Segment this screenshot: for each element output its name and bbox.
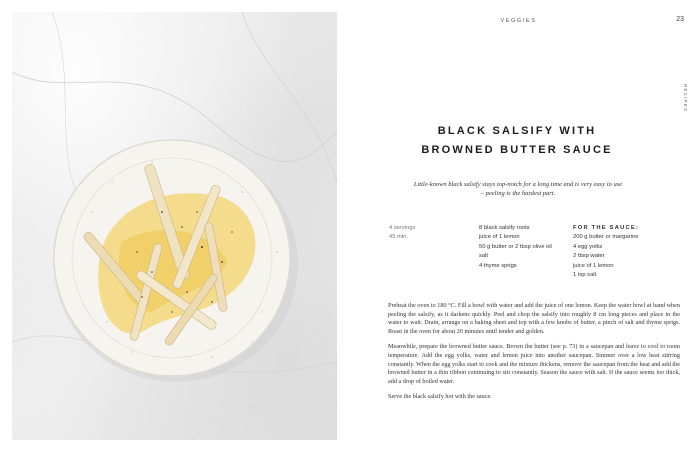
ingredient-item: 50 g butter or 2 tbsp olive oil (479, 243, 552, 250)
sauce-ingredient-item: juice of 1 lemon (573, 262, 614, 269)
sauce-ingredient-item: 2 tbsp water (573, 253, 605, 260)
salsify-dish-illustration (12, 12, 337, 440)
ingredient-item: 4 thyme sprigs (479, 262, 517, 269)
ingredient-item: salt (479, 253, 489, 260)
sauce-ingredient-item: 1 tsp salt (573, 272, 597, 279)
ingredient-item: juice of 1 lemon (479, 234, 520, 241)
recipe-intro (407, 180, 629, 198)
food-photo (12, 12, 337, 440)
method-paragraph: Preheat the oven to 180 °C. Fill a bowl with water and add the juice of one lemon. Keep the water bowl at hand when peeling the salsify, as it darkens quickly. Peel and chop the salsify into roughly 8 cm long pieces and place in the water to wait. Drain, arrange on a baking sheet and top with a few knobs of butter, a pinch of salt and thyme sprigs. Roast in the oven for about 20 minutes until tender and golden. (388, 302, 680, 335)
ingredient-list (479, 224, 552, 271)
method-text (388, 302, 680, 409)
method-paragraph: Meanwhile, prepare the browned butter sauce. Brown the butter (see p. 73) in a saucepan and leave to cool to room temperature. Add the egg yolks, water and lemon juice into another saucepan. Simmer over a low heat stirring constantly. When the egg yolks start to cook and the mixture thickens, remove the saucepan from the heat and add the browned butter in a thin ribbon continuing to stir constantly. Season the sauce with salt. If the sauce seems too thick, add a drop of boiled water. (388, 343, 680, 385)
recipe-meta (389, 224, 415, 243)
sauce-ingredient-item: 200 g butter or margarine (573, 234, 639, 241)
ingredient-item: 8 black salsify roots (479, 225, 530, 231)
recipe-title (397, 122, 637, 160)
recipe-intro-line-1: Little-known black salsify stays top-notch for a long time and is very easy to use (413, 181, 623, 188)
page-number: 23 (676, 16, 684, 23)
cooking-time: 45 min. (389, 234, 409, 241)
sauce-heading: FOR THE SAUCE: (573, 225, 640, 231)
recipe-title-line-1: BLACK SALSIFY WITH (437, 125, 597, 137)
recipe-title-line-2: BROWNED BUTTER SAUCE (421, 144, 613, 156)
recipe-intro-line-2: – peeling is the hardest part. (480, 190, 556, 197)
running-head: VEGGIES (500, 18, 537, 24)
servings: 4 servings (389, 225, 416, 231)
recipe-page (337, 0, 700, 450)
section-tab: RECIPES (683, 84, 688, 113)
sauce-ingredient-list (573, 224, 639, 280)
method-paragraph: Serve the black salsify hot with the sauce. (388, 393, 492, 401)
sauce-ingredient-item: 4 egg yolks (573, 243, 603, 250)
